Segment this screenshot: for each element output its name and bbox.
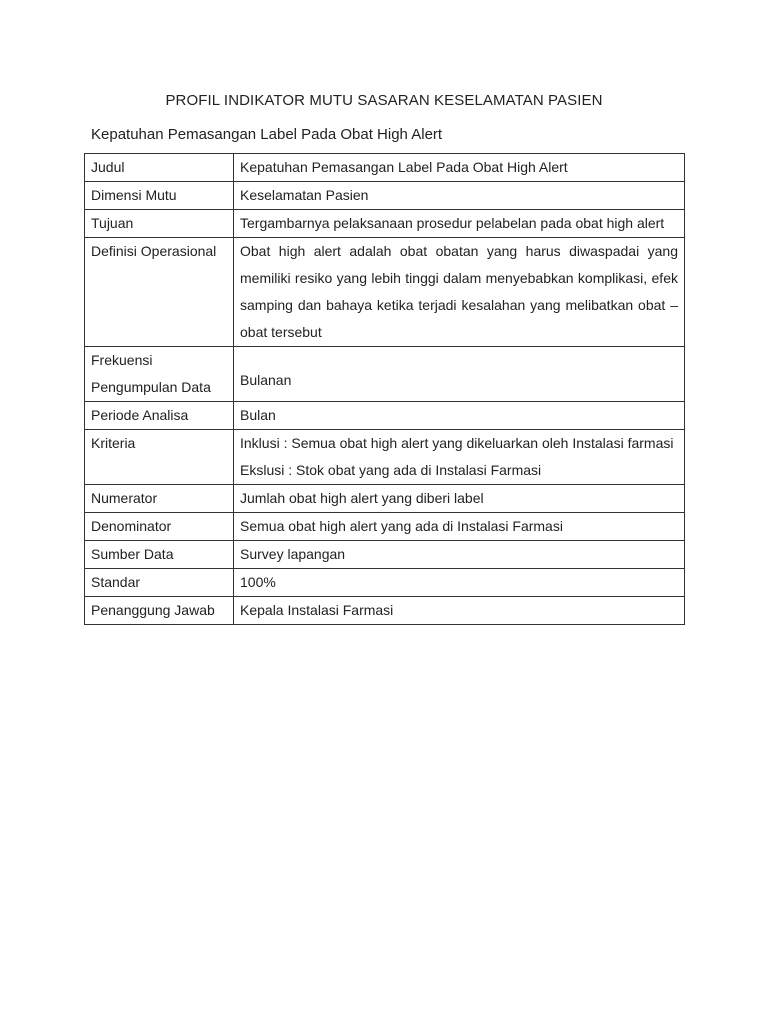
table-row [85, 541, 685, 569]
row-value-definisi-operasional: Obat high alert adalah obat obatan yang harus diwaspadai yang memiliki resiko yang lebih tinggi dalam menyebabkan komplikasi, efek samping dan bahaya ketika terjadi kesalahan yang melibatkan obat – obat tersebut [234, 238, 685, 347]
row-value-kriteria: Inklusi : Semua obat high alert yang dikeluarkan oleh Instalasi farmasi Ekslusi : Stok obat yang ada di Instalasi Farmasi [234, 430, 685, 485]
row-label-definisi-operasional: Definisi Operasional [85, 238, 234, 347]
row-value-numerator: Jumlah obat high alert yang diberi label [234, 485, 685, 513]
row-label-standar: Standar [85, 569, 234, 597]
table-row [85, 430, 685, 485]
indicator-profile-table [84, 153, 685, 625]
row-label-dimensi-mutu: Dimensi Mutu [85, 182, 234, 210]
row-label-sumber-data: Sumber Data [85, 541, 234, 569]
row-label-judul: Judul [85, 154, 234, 182]
row-label-periode-analisa: Periode Analisa [85, 402, 234, 430]
row-label-penanggung-jawab: Penanggung Jawab [85, 597, 234, 625]
table-row [85, 154, 685, 182]
table-row [85, 238, 685, 347]
row-value-penanggung-jawab: Kepala Instalasi Farmasi [234, 597, 685, 625]
row-value-frekuensi: Bulanan [234, 347, 685, 402]
table-row [85, 347, 685, 402]
row-value-standar: 100% [234, 569, 685, 597]
row-value-tujuan: Tergambarnya pelaksanaan prosedur pelabelan pada obat high alert [234, 210, 685, 238]
table-row [85, 513, 685, 541]
row-label-denominator: Denominator [85, 513, 234, 541]
table-row [85, 597, 685, 625]
row-value-judul: Kepatuhan Pemasangan Label Pada Obat High Alert [234, 154, 685, 182]
row-label-numerator: Numerator [85, 485, 234, 513]
row-value-denominator: Semua obat high alert yang ada di Instalasi Farmasi [234, 513, 685, 541]
table-row [85, 210, 685, 238]
table-row [85, 182, 685, 210]
page-title: PROFIL INDIKATOR MUTU SASARAN KESELAMATAN PASIEN [165, 92, 603, 109]
table-row [85, 402, 685, 430]
table-row [85, 485, 685, 513]
document-subtitle: Kepatuhan Pemasangan Label Pada Obat High Alert [91, 126, 443, 143]
table-row [85, 569, 685, 597]
row-label-frekuensi: Frekuensi Pengumpulan Data [85, 347, 234, 402]
row-label-tujuan: Tujuan [85, 210, 234, 238]
row-value-dimensi-mutu: Keselamatan Pasien [234, 182, 685, 210]
row-label-kriteria: Kriteria [85, 430, 234, 485]
row-value-periode-analisa: Bulan [234, 402, 685, 430]
row-value-sumber-data: Survey lapangan [234, 541, 685, 569]
